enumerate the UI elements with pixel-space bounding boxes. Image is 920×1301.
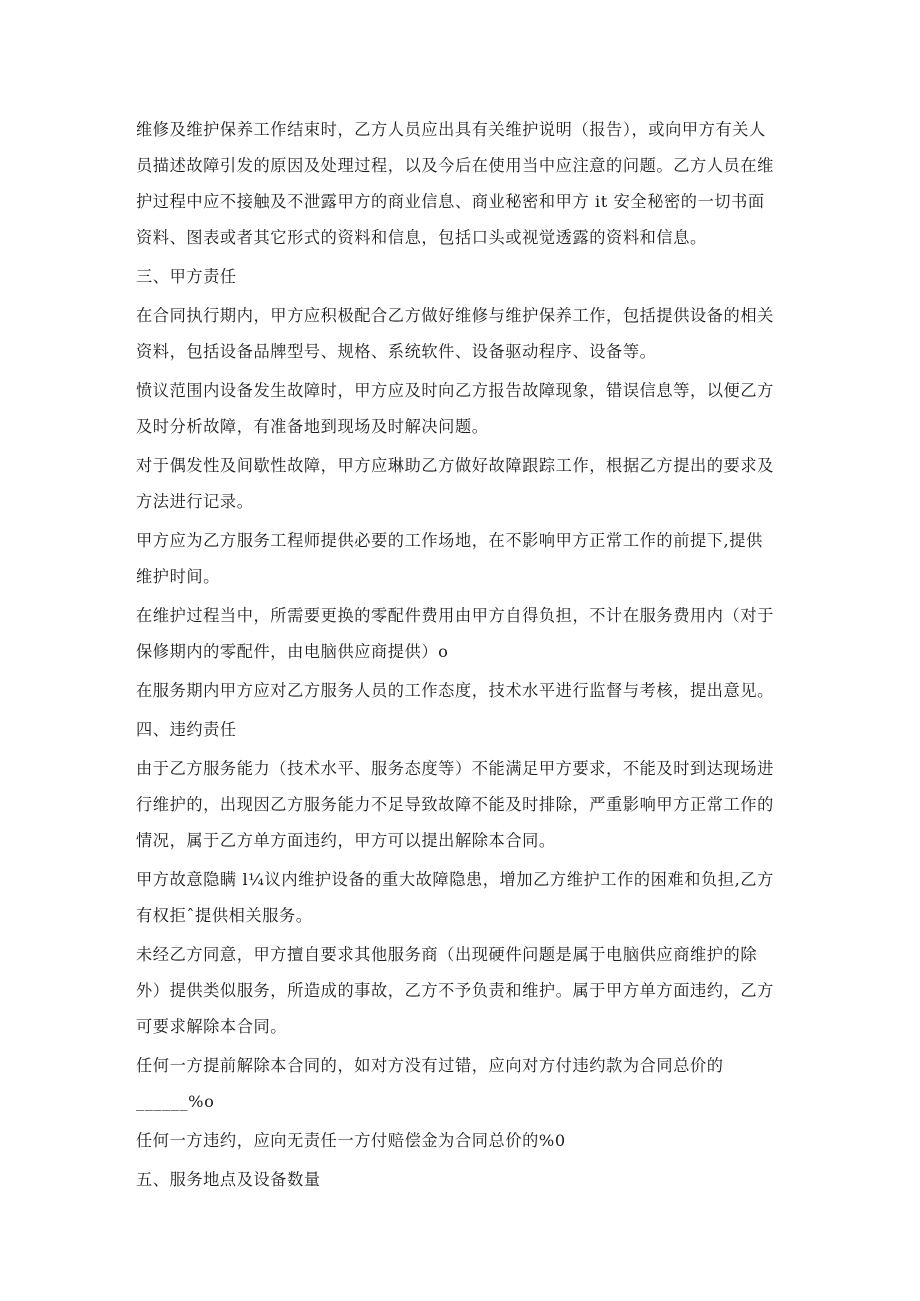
text-line: 由于乙方服务能力（技术水平、服务态度等）不能满足甲方要求，不能及时到达现场进 <box>136 759 774 778</box>
text-line: 对于偶发性及间歇性故障，甲方应琳助乙方做好故障跟踪工作，根据乙方提出的要求及 <box>136 456 774 475</box>
text-line: 在维护过程当中，所需要更换的零配件费用由甲方自得负担，不计在服务费用内（对于 <box>136 606 774 625</box>
text-line: 保修期内的零配件，由电脑供应商提供）o <box>136 642 449 661</box>
text-line: 甲方故意隐瞒 l¼议内维护设备的重大故障隐患，增加乙方维护工作的困难和负担,乙方 <box>136 870 774 889</box>
text-line: 任何一方违约，应向无责任一方付赔偿金为合同总价的%0 <box>136 1131 566 1150</box>
text-line: 维修及维护保养工作结束时，乙方人员应出具有关维护说明（报告），或向甲方有关人 <box>136 120 766 139</box>
text-line: ______%o <box>136 1092 215 1111</box>
section-heading-breach-liability: 四、违约责任 <box>136 720 237 739</box>
text-line: 资料，包括设备品牌型号、规格、系统软件、设备驱动程序、设备等。 <box>136 342 657 361</box>
paragraph-spare-parts <box>136 598 786 670</box>
paragraph-concealment <box>136 862 786 934</box>
text-line: 可要求解除本合同。 <box>136 1017 288 1036</box>
paragraph-maintenance-report <box>136 112 786 256</box>
text-line: 方法进行记录。 <box>136 492 254 511</box>
text-line: 情况，属于乙方单方面违约，甲方可以提出解除本合同。 <box>136 831 556 850</box>
contract-page <box>136 112 786 1198</box>
text-line: 有权拒ˆ提供相关服务。 <box>136 906 313 925</box>
paragraph-fault-report <box>136 373 786 445</box>
text-line: 在合同执行期内，甲方应积极配合乙方做好维修与维护保养工作，包括提供设备的相关 <box>136 306 774 325</box>
text-line: 资料、图表或者其它形式的资料和信息，包括口头或视觉透露的资料和信息。 <box>136 228 707 247</box>
paragraph-compensation <box>136 1123 786 1159</box>
text-line: 员描述故障引发的原因及处理过程，以及今后在使用当中应注意的问题。乙方人员在维 <box>136 156 774 175</box>
text-line: 维护时间。 <box>136 567 220 586</box>
text-line: 行维护的，出现因乙方服务能力不足导致故障不能及时排除，严重影响甲方正常工作的 <box>136 795 774 814</box>
paragraph-cooperation <box>136 298 786 370</box>
section-heading-service-location: 五、服务地点及设备数量 <box>136 1170 321 1189</box>
paragraph-other-providers <box>136 937 786 1045</box>
text-line: 甲方应为乙方服务工程师提供必要的工作场地，在不影响甲方正常工作的前提下,提供 <box>136 531 763 550</box>
text-line: 及时分析故障，有准备地到现场及时解决问题。 <box>136 417 489 436</box>
text-line: 在服务期内甲方应对乙方服务人员的工作态度，技术水平进行监督与考核，提出意见。 <box>136 681 774 700</box>
paragraph-supervision <box>136 673 786 709</box>
paragraph-service-capability <box>136 751 786 859</box>
paragraph-workspace <box>136 523 786 595</box>
paragraph-early-termination <box>136 1048 786 1120</box>
text-line: 未经乙方同意，甲方擅自要求其他服务商（出现硬件问题是属于电脑供应商维护的除 <box>136 945 758 964</box>
text-line: 外）提供类似服务，所造成的事故，乙方不予负责和维护。属于甲方单方面违约，乙方 <box>136 981 774 1000</box>
section-heading-party-a-duties: 三、甲方责任 <box>136 267 237 286</box>
text-line: 任何一方提前解除本合同的，如对方没有过错，应向对方付违约款为合同总价的 <box>136 1056 724 1075</box>
text-line: 愤议范围内设备发生故障时，甲方应及时向乙方报告故障现象，错误信息等，以便乙方 <box>136 381 774 400</box>
paragraph-intermittent-fault <box>136 448 786 520</box>
text-line: 护过程中应不接触及不泄露甲方的商业信息、商业秘密和甲方 it 安全秘密的一切书面 <box>136 192 765 211</box>
